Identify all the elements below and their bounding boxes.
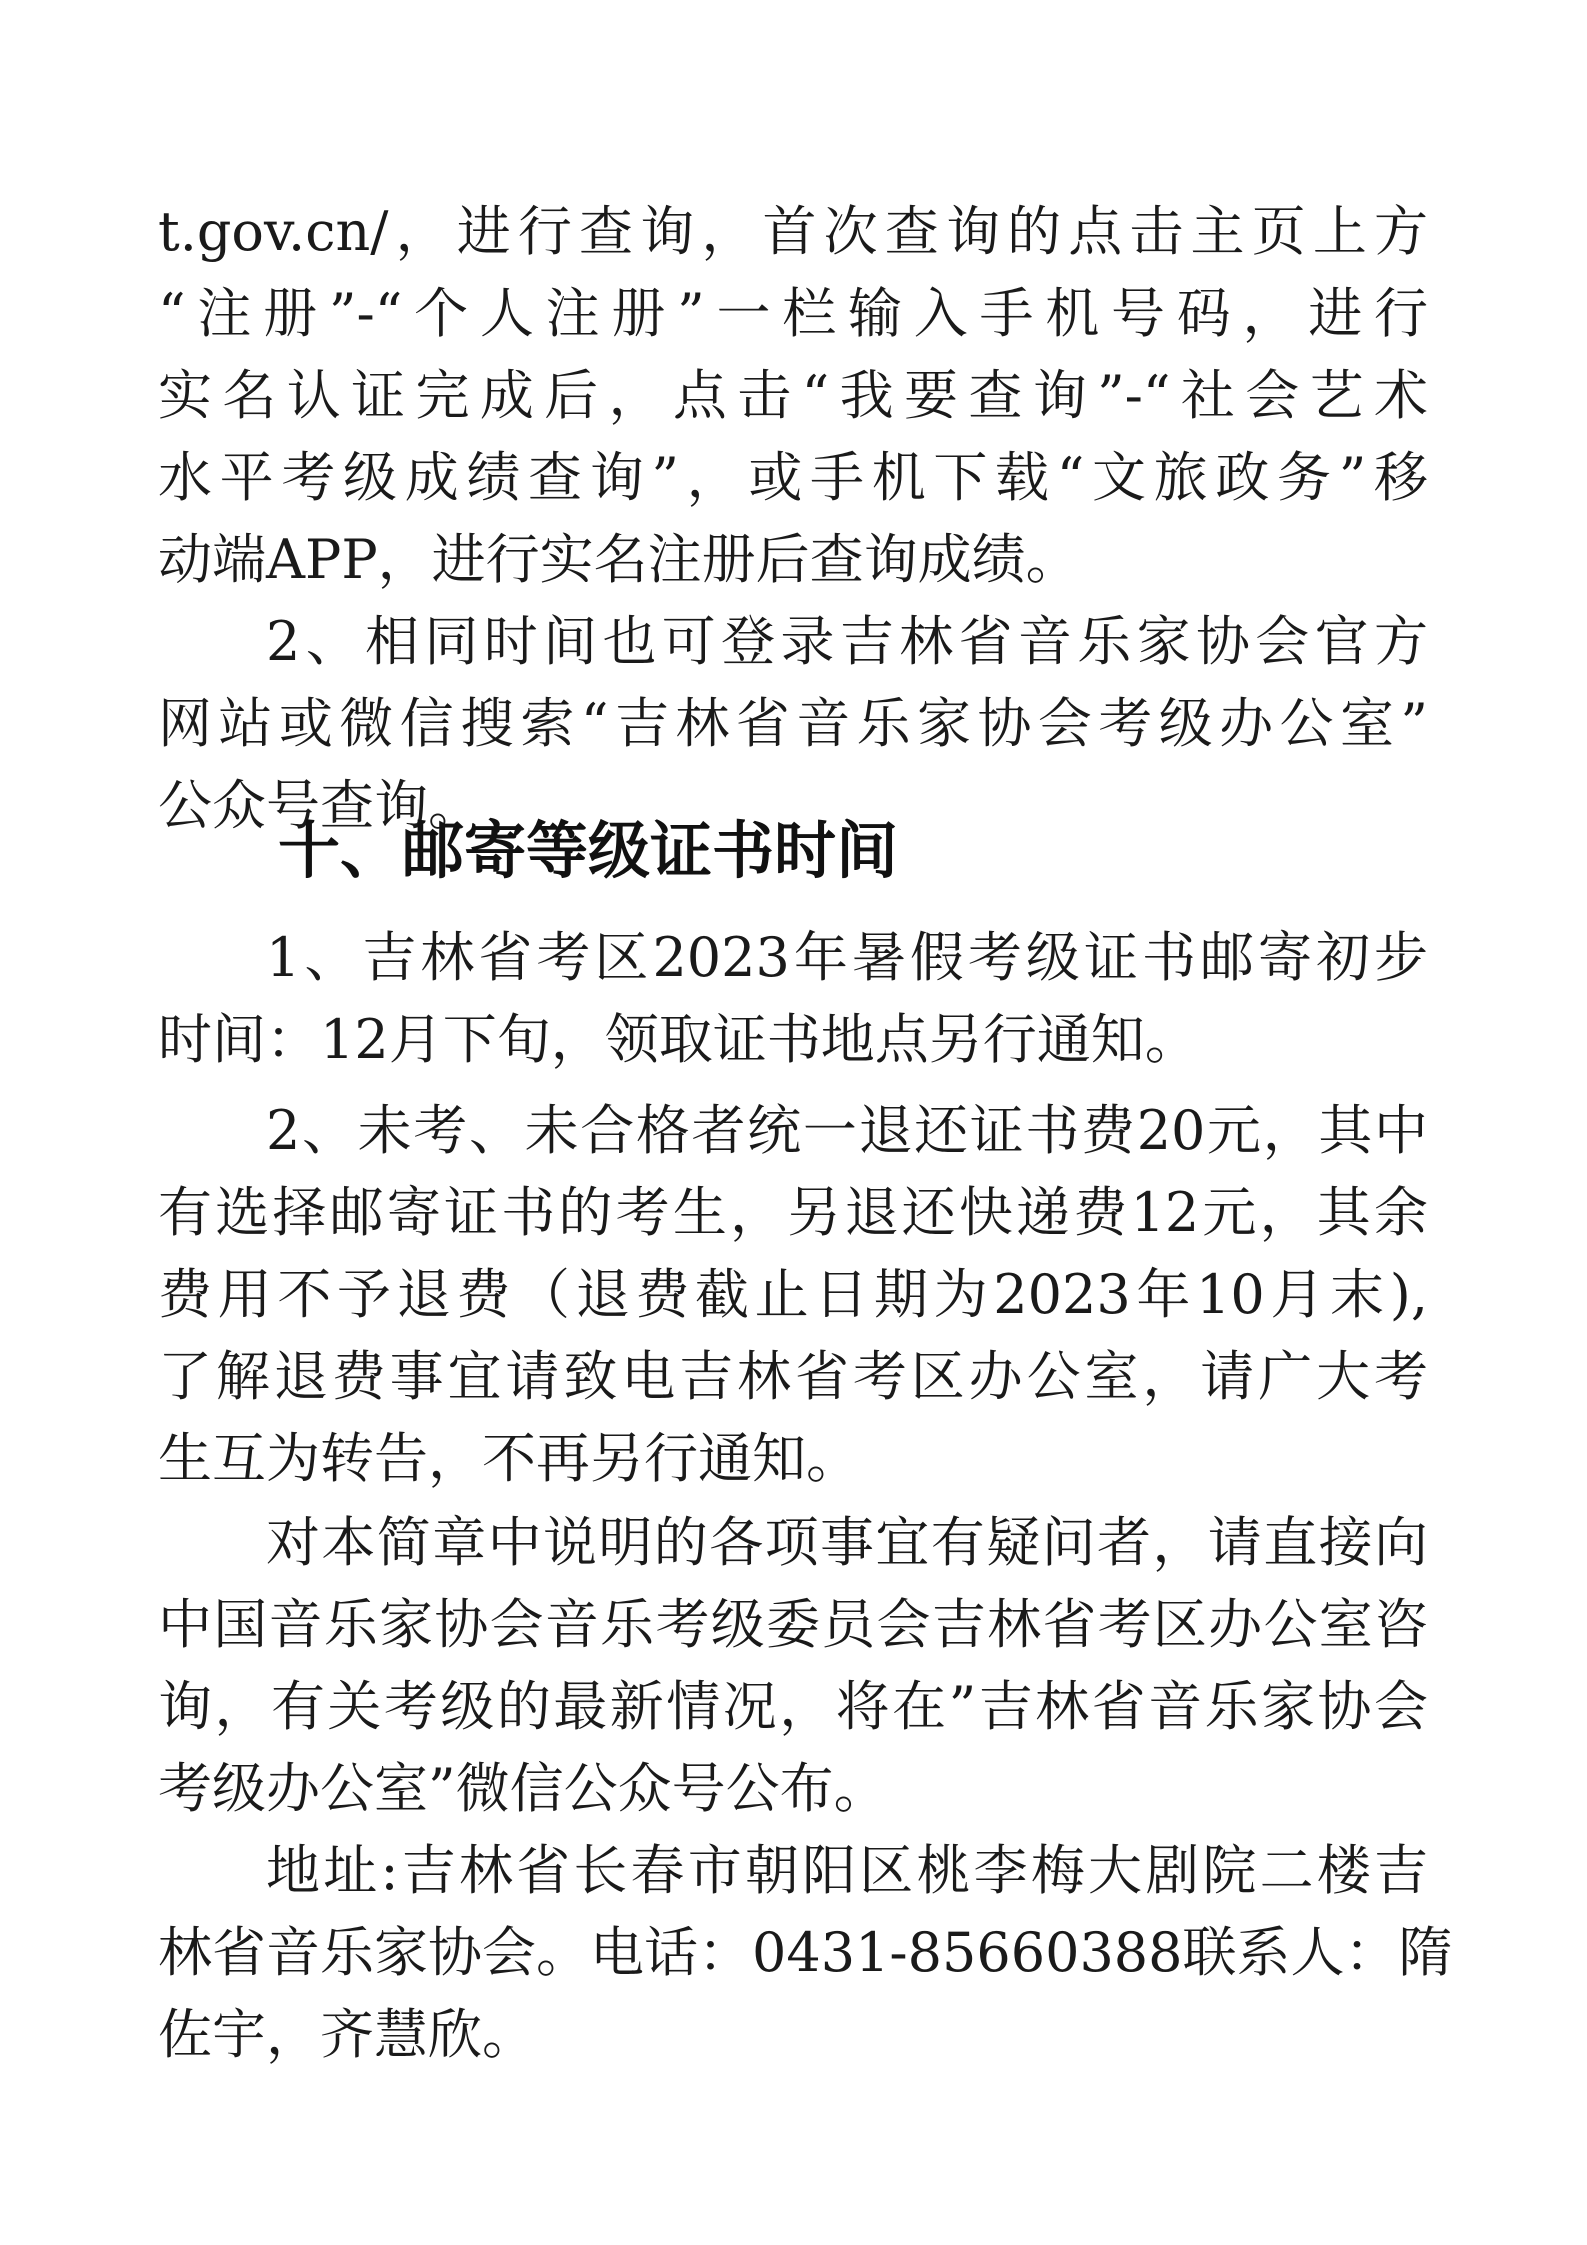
paragraph-line: 公众号查询。: [158, 774, 482, 837]
paragraph-line: 动端APP，进行实名注册后查询成绩。: [158, 528, 1080, 591]
paragraph-line: 2、相同时间也可登录吉林省音乐家协会官方: [266, 610, 1428, 673]
paragraph-line: 水平考级成绩查询”，或手机下载“文旅政务”移: [158, 446, 1428, 509]
section-heading: 十、邮寄等级证书时间: [278, 814, 899, 887]
paragraph-line: 中国音乐家协会音乐考级委员会吉林省考区办公室咨: [158, 1593, 1428, 1656]
paragraph-line: 有选择邮寄证书的考生，另退还快递费12元，其余: [158, 1181, 1428, 1244]
paragraph-line: 网站或微信搜索“吉林省音乐家协会考级办公室”: [158, 692, 1428, 755]
paragraph-line: 1、吉林省考区2023年暑假考级证书邮寄初步: [266, 926, 1428, 989]
paragraph-line: 了解退费事宜请致电吉林省考区办公室，请广大考: [158, 1345, 1428, 1408]
paragraph-line: 时间：12月下旬，领取证书地点另行通知。: [158, 1008, 1199, 1071]
paragraph-line: “注册”-“个人注册”一栏输入手机号码，进行: [158, 282, 1428, 345]
paragraph-line: 实名认证完成后，点击“我要查询”-“社会艺术: [158, 364, 1428, 427]
paragraph-line: 2、未考、未合格者统一退还证书费20元，其中: [266, 1099, 1428, 1162]
paragraph-line: t.gov.cn/，进行查询，首次查询的点击主页上方: [158, 200, 1428, 263]
paragraph-line: 林省音乐家协会。电话：0431-85660388联系人：隋: [158, 1921, 1453, 1984]
paragraph-line: 费用不予退费（退费截止日期为2023年10月末),: [158, 1263, 1428, 1326]
paragraph-line: 考级办公室”微信公众号公布。: [158, 1757, 888, 1820]
paragraph-line: 对本简章中说明的各项事宜有疑问者，请直接向: [266, 1511, 1428, 1574]
paragraph-line: 佐宇，齐慧欣。: [158, 2003, 536, 2066]
paragraph-line: 地址:吉林省长春市朝阳区桃李梅大剧院二楼吉: [266, 1839, 1428, 1902]
paragraph-line: 询，有关考级的最新情况，将在”吉林省音乐家协会: [158, 1675, 1428, 1738]
paragraph-line: 生互为转告，不再另行通知。: [158, 1427, 860, 1490]
